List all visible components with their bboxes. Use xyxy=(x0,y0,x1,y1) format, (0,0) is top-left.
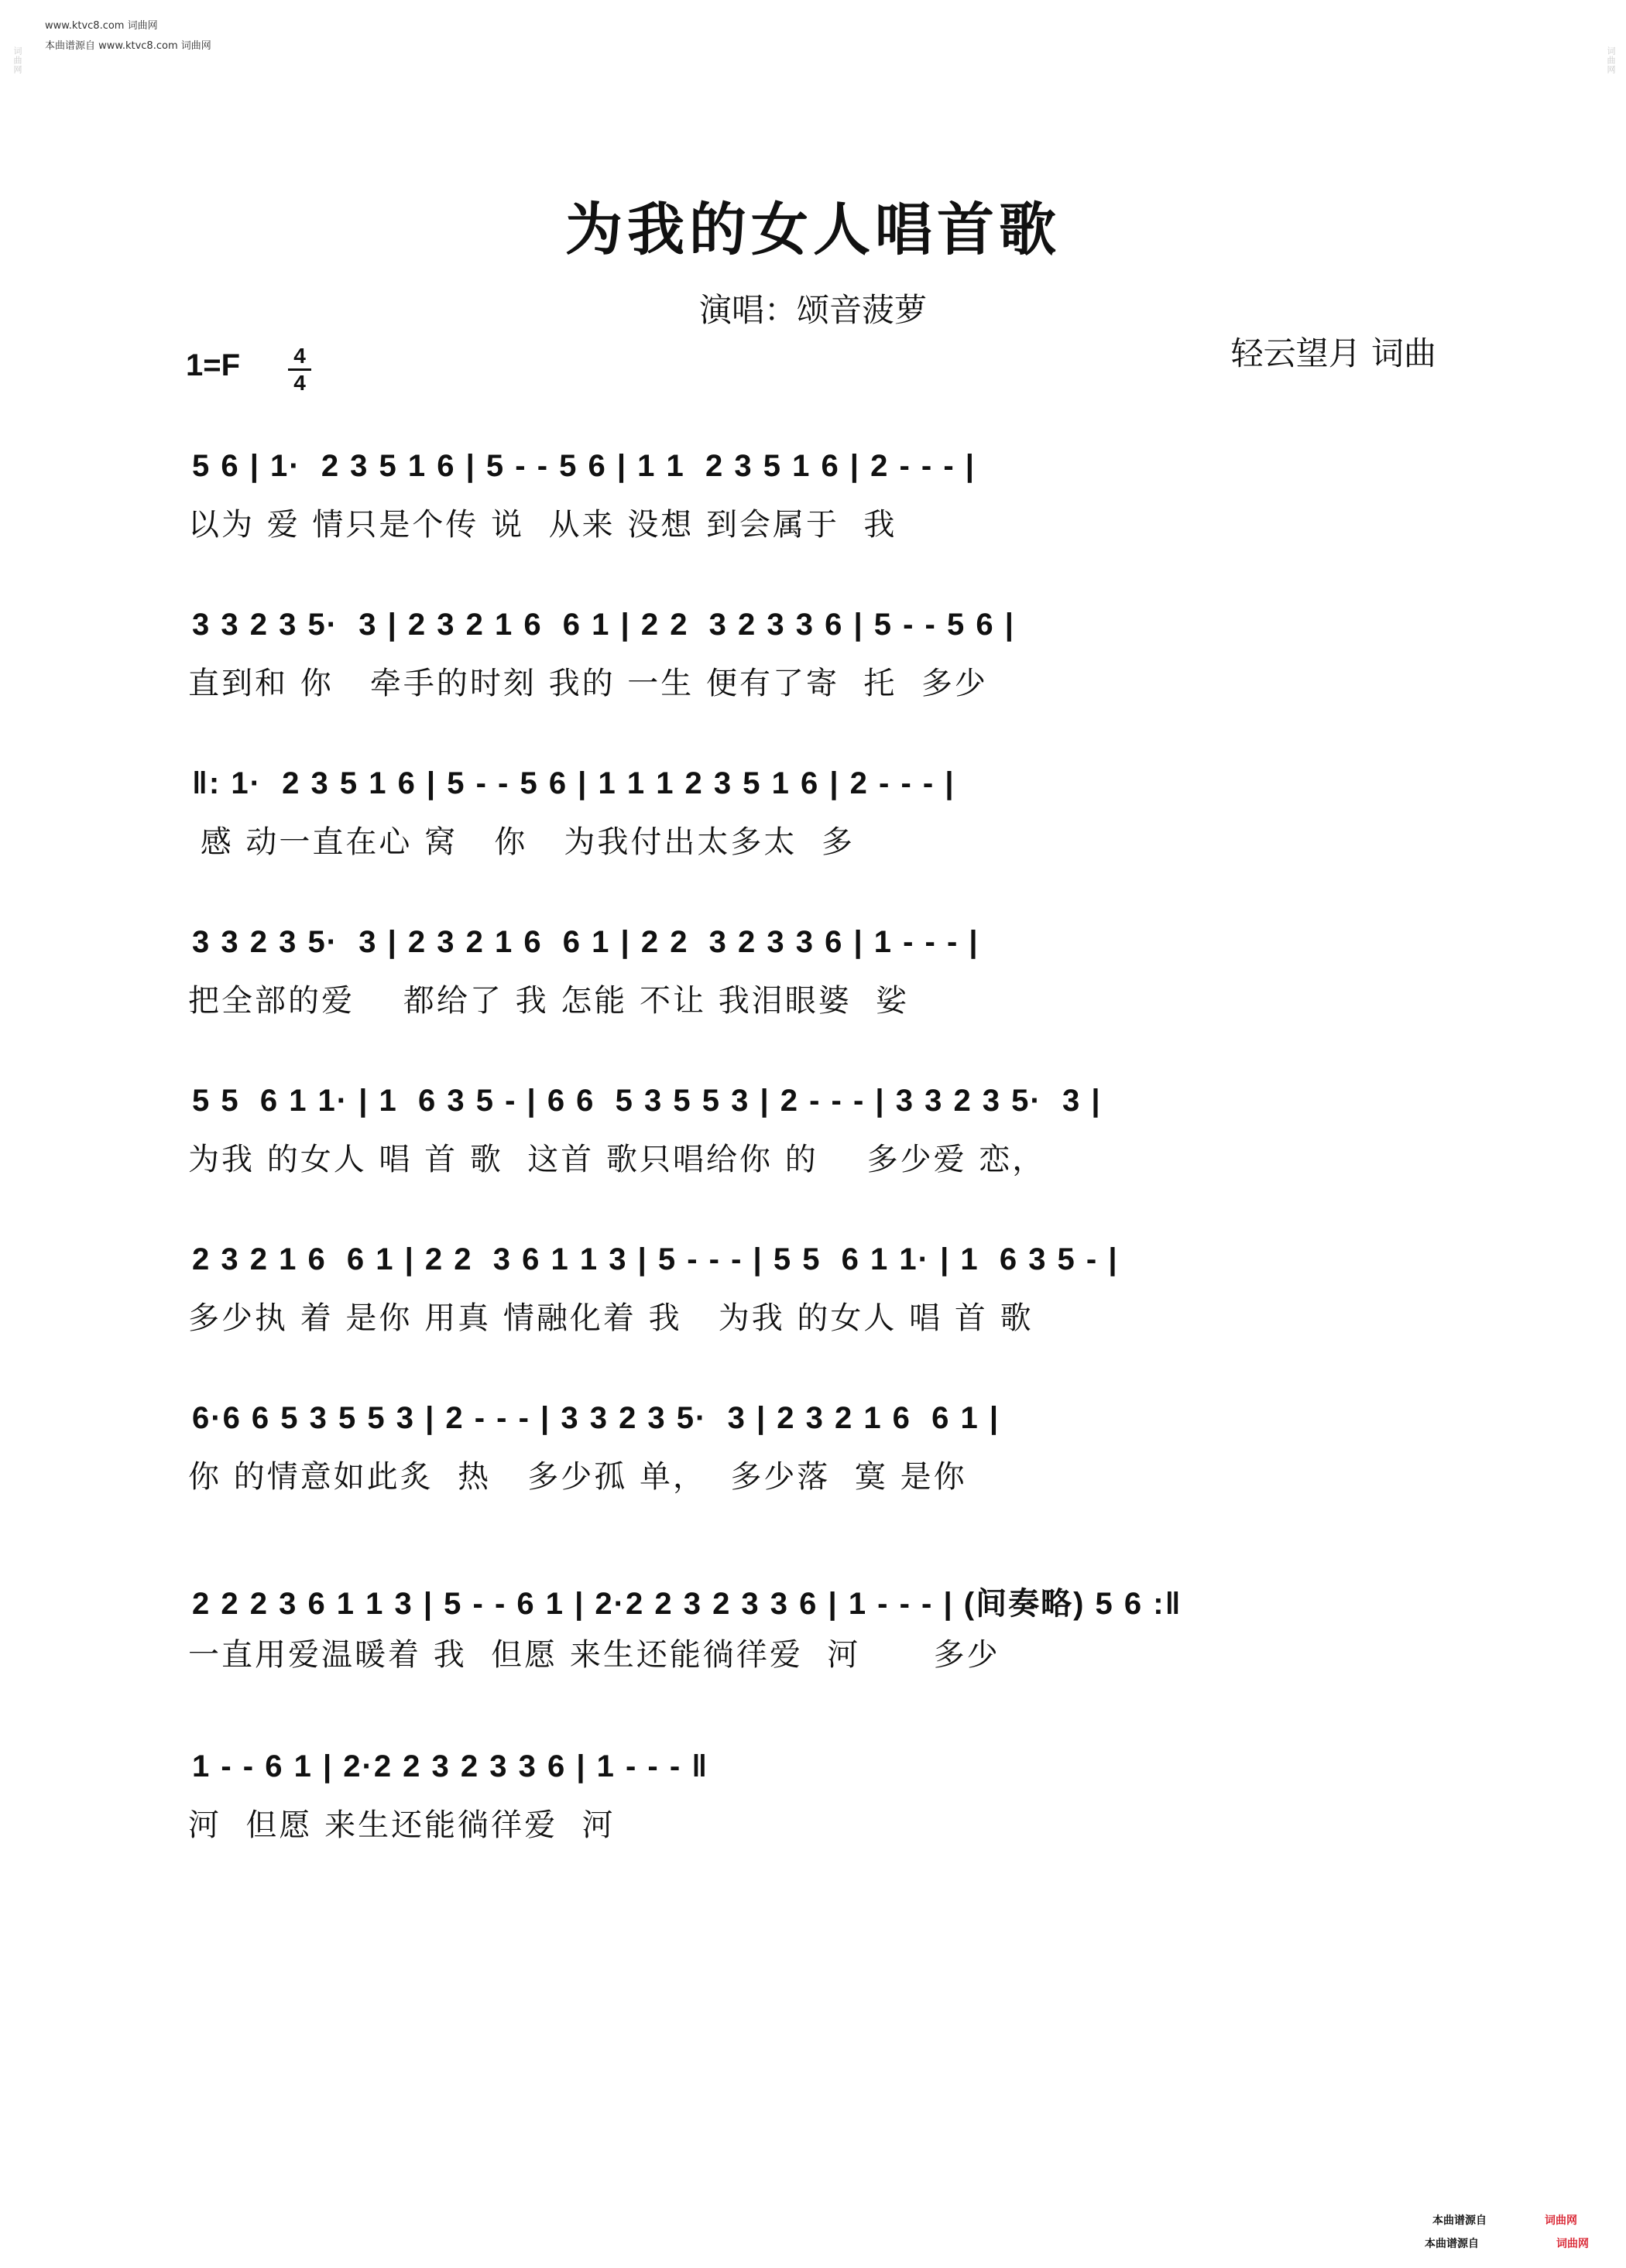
lyrics-line: 为我 的女人 唱 首 歌 这首 歌只唱给你 的 多少爱 恋， xyxy=(188,1142,1046,1177)
footer-source-label: 本曲谱源自 xyxy=(1432,2215,1487,2227)
notation-line: 5 6 | 1· 2 3 5 1 6 | 5 - - 5 6 | 1 1 2 3 5 1 6 | 2 - - - | xyxy=(192,449,976,483)
notation-line: 1 - - 6 1 | 2·2 2 3 2 3 3 6 | 1 - - - ‖ xyxy=(192,1749,709,1783)
source-watermark: 本曲谱源自 www.ktvc8.com 词曲网 xyxy=(45,40,211,52)
lyrics-line: 以为 爱 情只是个传 说 从来 没想 到会属于 我 xyxy=(188,507,897,543)
lyrics-line: 一直用爱温暖着 我 但愿 来生还能徜徉爱 河 多少 xyxy=(188,1637,1000,1673)
lyrics-line: 感 动一直在心 窝 你 为我付出太多太 多 xyxy=(188,824,855,860)
side-watermark-text: 词曲网 xyxy=(1606,46,1616,74)
composer-credit: 轻云望月 词曲 xyxy=(1230,334,1436,372)
notation-line: 2 2 2 3 6 1 1 3 | 5 - - 6 1 | 2·2 2 3 2 3 3 6 | 1 - - - | (间奏略) 5 6 :‖ xyxy=(192,1587,1182,1621)
key-signature: 1=F xyxy=(186,348,241,382)
side-watermark-text: 词曲网 xyxy=(12,46,22,74)
notation-line: 6·6 6 5 3 5 5 3 | 2 - - - | 3 3 2 3 5· 3 | 2 3 2 1 6 6 1 | xyxy=(192,1401,1000,1435)
right-watermark-strip xyxy=(1593,0,1626,2268)
footer-site-label: 词曲网 xyxy=(1556,2238,1589,2250)
lyrics-line: 河 但愿 来生还能徜徉爱 河 xyxy=(188,1807,616,1843)
lyrics-line: 多少执 着 是你 用真 情融化着 我 为我 的女人 唱 首 歌 xyxy=(188,1300,1034,1336)
site-watermark: www.ktvc8.com 词曲网 xyxy=(45,20,158,32)
time-signature-top: 4 xyxy=(293,344,306,368)
lyrics-line: 直到和 你 牵手的时刻 我的 一生 便有了寄 托 多少 xyxy=(188,666,988,701)
time-signature-bottom: 4 xyxy=(293,371,306,395)
lyrics-line: 你 的情意如此炙 热 多少孤 单， 多少落 寞 是你 xyxy=(188,1459,967,1495)
notation-line: ‖: 1· 2 3 5 1 6 | 5 - - 5 6 | 1 1 1 2 3 5 1 6 | 2 - - - | xyxy=(192,766,955,800)
singer-credit: 演唱：颂音菠萝 xyxy=(698,291,927,329)
lyrics-line: 把全部的爱 都给了 我 怎能 不让 我泪眼婆 娑 xyxy=(188,983,910,1019)
footer-source-label: 本曲谱源自 xyxy=(1425,2238,1479,2250)
notation-line: 3 3 2 3 5· 3 | 2 3 2 1 6 6 1 | 2 2 3 2 3 3 6 | 1 - - - | xyxy=(192,925,979,959)
song-title: 为我的女人唱首歌 xyxy=(565,197,1061,263)
notation-line: 5 5 6 1 1· | 1 6 3 5 - | 6 6 5 3 5 5 3 | 2 - - - | 3 3 2 3 5· 3 | xyxy=(192,1084,1102,1118)
time-signature xyxy=(288,345,311,394)
notation-line: 2 3 2 1 6 6 1 | 2 2 3 6 1 1 3 | 5 - - - | 5 5 6 1 1· | 1 6 3 5 - | xyxy=(192,1242,1119,1276)
footer-site-label: 词曲网 xyxy=(1545,2215,1577,2227)
notation-line: 3 3 2 3 5· 3 | 2 3 2 1 6 6 1 | 2 2 3 2 3 3 6 | 5 - - 5 6 | xyxy=(192,608,1015,642)
left-watermark-strip xyxy=(0,0,33,2268)
